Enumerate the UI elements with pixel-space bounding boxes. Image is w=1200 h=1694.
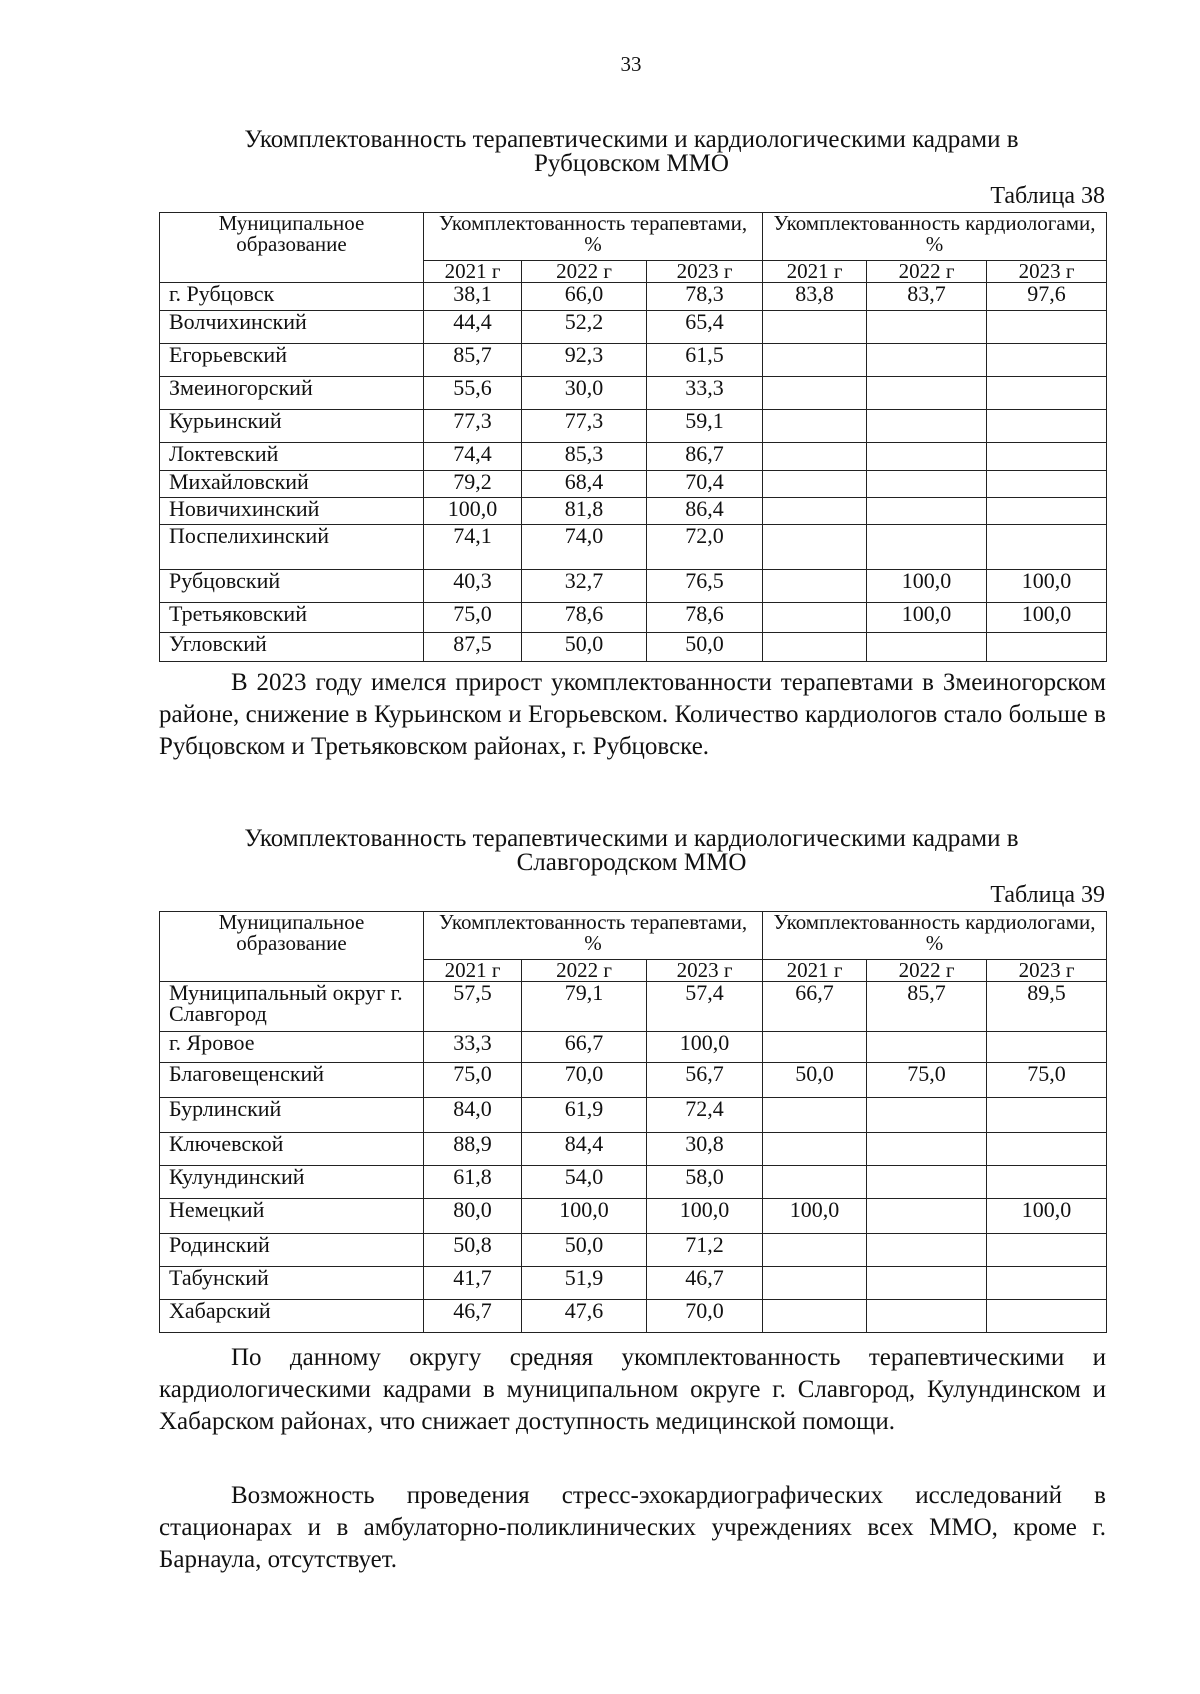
value-cell: 86,4 xyxy=(647,498,763,525)
value-cell: 66,0 xyxy=(522,283,647,311)
value-cell xyxy=(763,344,867,377)
column-header-municipal: Муниципальное образование xyxy=(160,912,424,982)
value-cell: 92,3 xyxy=(522,344,647,377)
year-header: 2022 г xyxy=(867,261,987,283)
year-header: 2023 г xyxy=(987,960,1107,982)
year-header: 2023 г xyxy=(647,261,763,283)
table-row xyxy=(160,311,1107,344)
value-cell xyxy=(763,603,867,633)
value-cell xyxy=(867,377,987,410)
value-cell: 72,4 xyxy=(647,1098,763,1133)
value-cell: 100,0 xyxy=(763,1199,867,1234)
value-cell xyxy=(763,377,867,410)
value-cell xyxy=(867,498,987,525)
table-39-title xyxy=(150,827,1113,875)
value-cell xyxy=(867,471,987,498)
value-cell xyxy=(987,443,1107,471)
table-row xyxy=(160,1098,1107,1133)
value-cell: 100,0 xyxy=(987,570,1107,603)
year-header: 2021 г xyxy=(763,261,867,283)
value-cell: 85,7 xyxy=(424,344,522,377)
row-name-cell: Немецкий xyxy=(160,1199,424,1234)
row-name-cell: Локтевский xyxy=(160,443,424,471)
value-cell: 100,0 xyxy=(987,603,1107,633)
value-cell: 72,0 xyxy=(647,525,763,570)
table-39-title-line-1: Укомплектованность терапевтическими и кардиологическими кадрами в xyxy=(244,825,1019,852)
year-header: 2022 г xyxy=(867,960,987,982)
year-header: 2022 г xyxy=(522,960,647,982)
value-cell: 33,3 xyxy=(424,1032,522,1063)
value-cell xyxy=(763,498,867,525)
value-cell xyxy=(987,525,1107,570)
table-row xyxy=(160,633,1107,662)
value-cell: 76,5 xyxy=(647,570,763,603)
value-cell xyxy=(987,498,1107,525)
value-cell xyxy=(763,525,867,570)
value-cell: 100,0 xyxy=(522,1199,647,1234)
value-cell: 50,0 xyxy=(647,633,763,662)
value-cell xyxy=(867,1267,987,1300)
value-cell xyxy=(763,410,867,443)
value-cell: 30,0 xyxy=(522,377,647,410)
table-row xyxy=(160,1234,1107,1267)
value-cell: 40,3 xyxy=(424,570,522,603)
value-cell: 47,6 xyxy=(522,1300,647,1333)
value-cell xyxy=(987,344,1107,377)
row-name-cell: Михайловский xyxy=(160,471,424,498)
value-cell: 66,7 xyxy=(522,1032,647,1063)
table-row xyxy=(160,1267,1107,1300)
row-name-cell: Хабарский xyxy=(160,1300,424,1333)
table-row xyxy=(160,377,1107,410)
value-cell xyxy=(867,1199,987,1234)
value-cell: 70,0 xyxy=(647,1300,763,1333)
value-cell: 57,5 xyxy=(424,982,522,1032)
value-cell: 65,4 xyxy=(647,311,763,344)
value-cell: 85,7 xyxy=(867,982,987,1032)
year-header: 2023 г xyxy=(647,960,763,982)
value-cell: 52,2 xyxy=(522,311,647,344)
table-row xyxy=(160,1199,1107,1234)
value-cell: 84,0 xyxy=(424,1098,522,1133)
value-cell: 83,7 xyxy=(867,283,987,311)
row-name-cell: Третьяковский xyxy=(160,603,424,633)
value-cell: 50,0 xyxy=(522,1234,647,1267)
value-cell xyxy=(867,410,987,443)
value-cell: 74,0 xyxy=(522,525,647,570)
value-cell: 57,4 xyxy=(647,982,763,1032)
column-header-cardiologists: Укомплектованность кардиологами, % xyxy=(763,213,1107,261)
table-row xyxy=(160,1166,1107,1199)
table-38-title xyxy=(150,128,1113,176)
value-cell xyxy=(763,443,867,471)
value-cell: 100,0 xyxy=(647,1032,763,1063)
column-header-therapists: Укомплектованность терапевтами, % xyxy=(424,213,763,261)
value-cell: 79,1 xyxy=(522,982,647,1032)
table-row xyxy=(160,410,1107,443)
row-name-cell: Благовещенский xyxy=(160,1063,424,1098)
table-38-title-line-2: Рубцовском ММО xyxy=(534,150,729,177)
value-cell xyxy=(867,311,987,344)
value-cell: 100,0 xyxy=(987,1199,1107,1234)
value-cell: 100,0 xyxy=(867,603,987,633)
value-cell: 33,3 xyxy=(647,377,763,410)
value-cell xyxy=(763,471,867,498)
year-header: 2023 г xyxy=(987,261,1107,283)
value-cell: 59,1 xyxy=(647,410,763,443)
value-cell: 100,0 xyxy=(647,1199,763,1234)
table-row xyxy=(160,1032,1107,1063)
table-row xyxy=(160,1063,1107,1098)
value-cell: 75,0 xyxy=(424,603,522,633)
value-cell xyxy=(867,525,987,570)
row-name-cell: Волчихинский xyxy=(160,311,424,344)
value-cell: 86,7 xyxy=(647,443,763,471)
value-cell: 77,3 xyxy=(424,410,522,443)
row-name-cell: Змеиногорский xyxy=(160,377,424,410)
value-cell: 61,5 xyxy=(647,344,763,377)
row-name-cell: г. Рубцовск xyxy=(160,283,424,311)
value-cell xyxy=(987,1166,1107,1199)
table-38-label: Таблица 38 xyxy=(990,183,1105,209)
column-header-cardiologists: Укомплектованность кардиологами, % xyxy=(763,912,1107,960)
value-cell: 85,3 xyxy=(522,443,647,471)
table-row xyxy=(160,570,1107,603)
value-cell xyxy=(763,311,867,344)
value-cell xyxy=(763,1300,867,1333)
value-cell: 54,0 xyxy=(522,1166,647,1199)
value-cell xyxy=(867,1300,987,1333)
table-39-label: Таблица 39 xyxy=(990,882,1105,908)
table-38 xyxy=(159,212,1107,662)
row-name-cell: Новичихинский xyxy=(160,498,424,525)
value-cell: 58,0 xyxy=(647,1166,763,1199)
value-cell: 100,0 xyxy=(867,570,987,603)
value-cell: 56,7 xyxy=(647,1063,763,1098)
value-cell: 71,2 xyxy=(647,1234,763,1267)
year-header: 2021 г xyxy=(424,261,522,283)
value-cell: 51,9 xyxy=(522,1267,647,1300)
value-cell: 87,5 xyxy=(424,633,522,662)
value-cell xyxy=(867,1032,987,1063)
value-cell: 50,0 xyxy=(522,633,647,662)
value-cell xyxy=(867,1234,987,1267)
value-cell: 84,4 xyxy=(522,1133,647,1166)
value-cell: 78,3 xyxy=(647,283,763,311)
value-cell: 80,0 xyxy=(424,1199,522,1234)
value-cell: 50,8 xyxy=(424,1234,522,1267)
row-name-cell: Ключевской xyxy=(160,1133,424,1166)
value-cell xyxy=(987,1133,1107,1166)
paragraph-3: Возможность проведения стресс-эхокардиографических исследований в стационарах и в амбулаторно-поликлинических учреждениях всех ММО, кроме г. Барнаула, отсутствует. xyxy=(159,1482,1106,1573)
table-row xyxy=(160,982,1107,1032)
paragraph-1: В 2023 году имелся прирост укомплектованности терапевтами в Змеиногорском районе, снижение в Курьинском и Егорьевском. Количество кардиологов стало больше в Рубцовском и Третьяковском районах, г. Рубцовске. xyxy=(159,669,1106,760)
row-name-cell: Табунский xyxy=(160,1267,424,1300)
value-cell xyxy=(867,1166,987,1199)
value-cell: 32,7 xyxy=(522,570,647,603)
table-row xyxy=(160,525,1107,570)
value-cell: 55,6 xyxy=(424,377,522,410)
value-cell: 30,8 xyxy=(647,1133,763,1166)
value-cell xyxy=(763,1133,867,1166)
row-name-cell: Курьинский xyxy=(160,410,424,443)
table-row xyxy=(160,471,1107,498)
value-cell: 61,8 xyxy=(424,1166,522,1199)
value-cell: 70,4 xyxy=(647,471,763,498)
row-name-cell: Бурлинский xyxy=(160,1098,424,1133)
value-cell xyxy=(987,410,1107,443)
value-cell xyxy=(987,471,1107,498)
value-cell: 75,0 xyxy=(424,1063,522,1098)
row-name-cell: Угловский xyxy=(160,633,424,662)
value-cell: 79,2 xyxy=(424,471,522,498)
value-cell: 61,9 xyxy=(522,1098,647,1133)
value-cell: 88,9 xyxy=(424,1133,522,1166)
value-cell: 68,4 xyxy=(522,471,647,498)
column-header-therapists: Укомплектованность терапевтами, % xyxy=(424,912,763,960)
value-cell: 89,5 xyxy=(987,982,1107,1032)
value-cell: 74,1 xyxy=(424,525,522,570)
value-cell: 78,6 xyxy=(522,603,647,633)
value-cell: 97,6 xyxy=(987,283,1107,311)
table-row xyxy=(160,344,1107,377)
row-name-cell: г. Яровое xyxy=(160,1032,424,1063)
page-number: 33 xyxy=(620,52,642,76)
value-cell xyxy=(763,1267,867,1300)
value-cell xyxy=(867,1098,987,1133)
value-cell: 46,7 xyxy=(647,1267,763,1300)
value-cell: 66,7 xyxy=(763,982,867,1032)
value-cell: 77,3 xyxy=(522,410,647,443)
value-cell: 78,6 xyxy=(647,603,763,633)
value-cell xyxy=(867,344,987,377)
table-row xyxy=(160,1133,1107,1166)
value-cell xyxy=(763,1166,867,1199)
table-row xyxy=(160,498,1107,525)
value-cell xyxy=(987,311,1107,344)
value-cell: 41,7 xyxy=(424,1267,522,1300)
year-header: 2021 г xyxy=(763,960,867,982)
table-row xyxy=(160,1300,1107,1333)
table-38-title-line-1: Укомплектованность терапевтическими и кардиологическими кадрами в xyxy=(244,126,1019,153)
value-cell: 50,0 xyxy=(763,1063,867,1098)
value-cell: 46,7 xyxy=(424,1300,522,1333)
value-cell xyxy=(763,1032,867,1063)
value-cell xyxy=(987,1098,1107,1133)
value-cell xyxy=(987,1032,1107,1063)
row-name-cell: Муниципальный округ г. Славгород xyxy=(160,982,424,1032)
table-row xyxy=(160,283,1107,311)
value-cell xyxy=(987,1267,1107,1300)
value-cell: 83,8 xyxy=(763,283,867,311)
value-cell xyxy=(763,1234,867,1267)
row-name-cell: Егорьевский xyxy=(160,344,424,377)
row-name-cell: Поспелихинский xyxy=(160,525,424,570)
value-cell xyxy=(763,570,867,603)
value-cell xyxy=(763,633,867,662)
value-cell: 81,8 xyxy=(522,498,647,525)
value-cell: 70,0 xyxy=(522,1063,647,1098)
value-cell xyxy=(763,1098,867,1133)
value-cell xyxy=(987,1300,1107,1333)
table-row xyxy=(160,603,1107,633)
value-cell xyxy=(867,1133,987,1166)
value-cell: 44,4 xyxy=(424,311,522,344)
value-cell: 100,0 xyxy=(424,498,522,525)
value-cell xyxy=(987,1234,1107,1267)
year-header: 2022 г xyxy=(522,261,647,283)
value-cell xyxy=(867,443,987,471)
year-header: 2021 г xyxy=(424,960,522,982)
paragraph-2: По данному округу средняя укомплектованность терапевтическими и кардиологическими кадрами в муниципальном округе г. Славгород, Кулундинском и Хабарском районах, что снижает доступность медицинской помощи. xyxy=(159,1344,1106,1435)
row-name-cell: Кулундинский xyxy=(160,1166,424,1199)
value-cell xyxy=(987,377,1107,410)
row-name-cell: Рубцовский xyxy=(160,570,424,603)
value-cell: 74,4 xyxy=(424,443,522,471)
value-cell xyxy=(987,633,1107,662)
value-cell: 75,0 xyxy=(867,1063,987,1098)
column-header-municipal: Муниципальное образование xyxy=(160,213,424,283)
value-cell xyxy=(867,633,987,662)
row-name-cell: Родинский xyxy=(160,1234,424,1267)
value-cell: 38,1 xyxy=(424,283,522,311)
value-cell: 75,0 xyxy=(987,1063,1107,1098)
table-39-title-line-2: Славгородском ММО xyxy=(516,849,747,876)
table-39 xyxy=(159,911,1107,1333)
table-row xyxy=(160,443,1107,471)
